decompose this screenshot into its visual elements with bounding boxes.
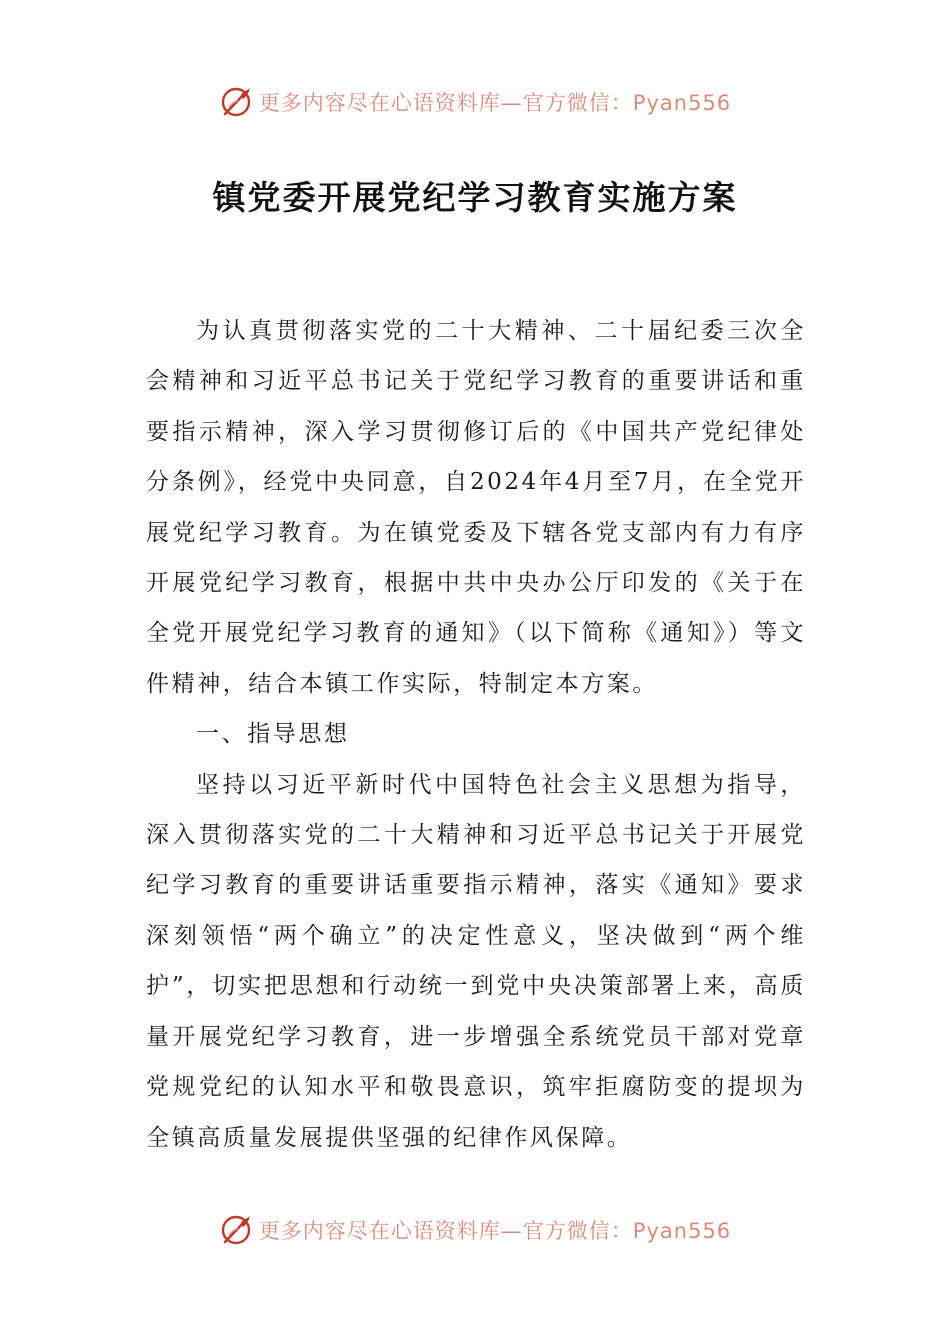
header-watermark <box>0 82 950 122</box>
watermark-text: 更多内容尽在心语资料库—官方微信：Pyan556 <box>258 91 732 115</box>
section-heading: 一、指导思想 <box>196 721 350 748</box>
intro-paragraph: 为认真贯彻落实党的二十大精神、二十届纪委三次全会精神和习近平总书记关于党纪学习教育的重要讲话和重要指示精神，深入学习贯彻修订后的《中国共产党纪律处分条例》，经党中央同意，自2024年4月至7月，在全党开展党纪学习教育。为在镇党委及下辖各党支部内有力有序开展党纪学习教育，根据中共中央办公厅印发的《关于在全党开展党纪学习教育的通知》（以下简称《通知》）等文件精神，结合本镇工作实际，特制定本方案。 <box>146 318 806 697</box>
watermark-text: 更多内容尽在心语资料库—官方微信：Pyan556 <box>258 1219 732 1243</box>
quill-circle-logo-icon <box>219 85 253 119</box>
document-body <box>146 306 806 1163</box>
quill-circle-logo-icon <box>219 1213 253 1247</box>
document-title: 镇党委开展党纪学习教育实施方案 <box>212 178 738 217</box>
footer-watermark <box>0 1210 950 1250</box>
section-paragraph: 坚持以习近平新时代中国特色社会主义思想为指导，深入贯彻落实党的二十大精神和习近平总书记关于开展党纪学习教育的重要讲话重要指示精神，落实《通知》要求深刻领悟“两个确立”的决定性意义，坚决做到“两个维护”，切实把思想和行动统一到党中央决策部署上来，高质量开展党纪学习教育，进一步增强全系统党员干部对党章党规党纪的认知水平和敬畏意识，筑牢拒腐防变的提坝为全镇高质量发展提供坚强的纪律作风保障。 <box>146 771 806 1151</box>
